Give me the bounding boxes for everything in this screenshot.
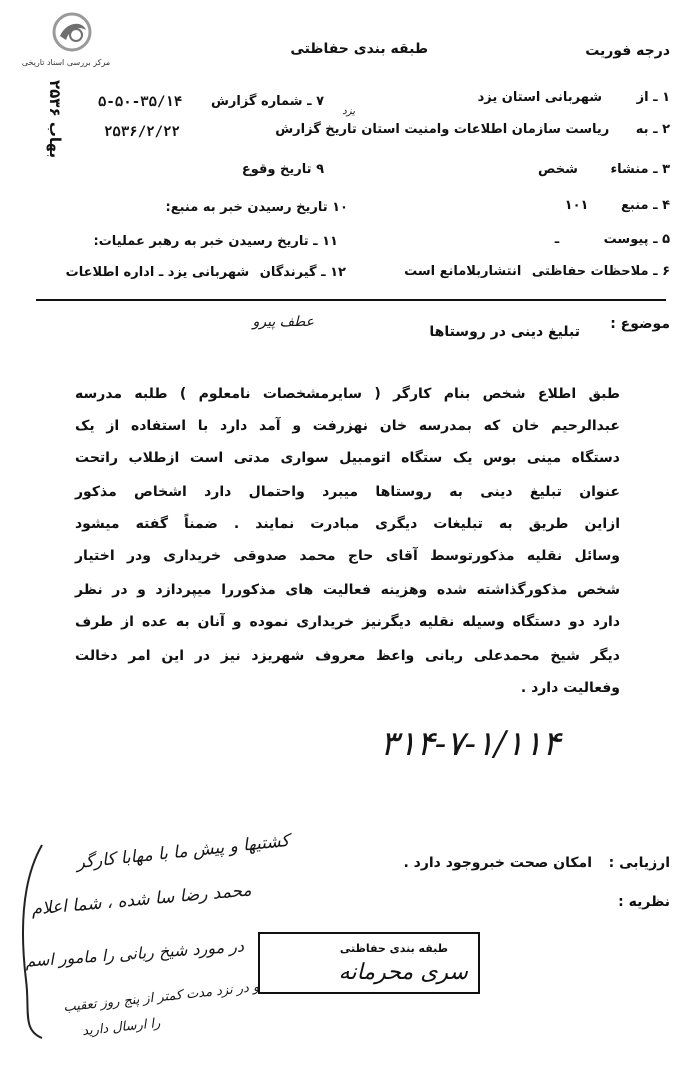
- body-line: وفعالیت دارد .: [520, 680, 620, 696]
- handwritten-file-number: ۳۱۴-۷-۱/۱۱۴: [380, 724, 561, 764]
- handwritten-top-note: یزد: [342, 106, 355, 117]
- subject-handwritten-note: عطف پیرو: [252, 314, 314, 330]
- field-remarks: [404, 264, 670, 279]
- archive-logo: [16, 12, 116, 72]
- field-from: [478, 90, 670, 105]
- handwritten-note-line: را ارسال دارید: [80, 1015, 161, 1040]
- archive-caption: مرکز بررسی اسناد تاریخی: [21, 58, 111, 67]
- field-recipients-label: ۱۲ ـ گیرندگان: [259, 265, 346, 280]
- field-attachment: [555, 232, 670, 247]
- field-attachment-value: ـ: [554, 232, 560, 247]
- body-line: دارد دو دستگاه وسیله نقلیه دیگرنیز خریداری نموده و آنان به عده از طرف: [75, 614, 620, 630]
- field-to: [275, 122, 670, 137]
- classification-stamp: [258, 932, 480, 994]
- body-line: وسائل نقلیه مذکورتوسط آقای حاج محمد صدوقی خریداری ودر اختیار: [75, 548, 620, 564]
- field-source-type: [538, 162, 670, 177]
- opinion-label: نظریه :: [618, 894, 670, 910]
- handwritten-note-line: و در نزد مدت کمتر از پنج روز تعقیب: [63, 979, 261, 1016]
- field-source-id-label: ۴ ـ منبع: [621, 198, 670, 213]
- field-recipients: [66, 265, 346, 280]
- stamp-text: سری محرمانه: [338, 960, 468, 985]
- field-remarks-label: ۶ ـ ملاحظات حفاظتی: [531, 264, 670, 279]
- field-to-value: ریاست سازمان اطلاعات وامنیت استان تاریخ گزارش: [275, 122, 610, 137]
- body-line: شخص مذکورگذاشته شده وهزینه فعالیت های مذکوررا میپردازد و در نظر: [75, 582, 620, 598]
- classification-header: طبقه بندی حفاظتی: [290, 41, 428, 57]
- stamp-title: طبقه بندی حفاظتی: [339, 942, 448, 955]
- field-source-id: [565, 198, 670, 213]
- body-line: ازاین طریق به تبلیغات دیگری مبادرت نمایند . ضمناً گفته میشود: [75, 516, 620, 532]
- body-line: عبدالرحیم خان که بمدرسه خان نهزرفت و آمد دارد با استفاده از یک: [75, 418, 620, 434]
- field-source-type-value: شخص: [538, 162, 578, 177]
- field-report-number-value: ۵-۵۰-۳۵/۱۴: [98, 94, 183, 110]
- assessment-value: امکان صحت خبروجود دارد .: [403, 855, 592, 871]
- body-line: دستگاه مینی بوس یک ستگاه اتومبیل سواری مدتی است ازطلاب راتحت: [75, 450, 620, 466]
- field-from-value: شهربانی استان یزد: [477, 90, 603, 105]
- handwritten-note-line: کشتیها و پیش ما با مهابا کارگر: [75, 830, 291, 874]
- subject-label: موضوع :: [610, 316, 670, 332]
- field-source-type-label: ۳ ـ منشاء: [610, 162, 670, 177]
- field-report-date-value: ۲۵۳۶/۲/۲۲: [104, 124, 180, 140]
- field-to-label: ۲ ـ به: [635, 122, 670, 137]
- field-attachment-label: ۵ ـ پیوست: [603, 232, 670, 247]
- header-divider: [36, 299, 666, 301]
- handwritten-note-line: در مورد شیخ ربانی را مامور اسم: [24, 936, 245, 971]
- handwritten-bracket: [12, 840, 52, 1040]
- field-recipients-value: شهربانی یزد ـ اداره اطلاعات: [65, 265, 250, 280]
- subject-value: تبلیغ دینی در روستاها: [429, 324, 580, 340]
- field-source-id-value: ۱۰۱: [564, 198, 589, 213]
- field-date-occurred: ۹ تاریخ وقوع: [241, 162, 324, 177]
- field-remarks-value: انتشاربلامانع است: [404, 264, 522, 279]
- archive-logo-icon: [52, 12, 92, 52]
- field-from-label: ۱ ـ از: [636, 90, 670, 105]
- field-date-received-ops: ۱۱ ـ تاریخ رسیدن خبر به رهبر عملیات:: [93, 234, 338, 249]
- handwritten-note-line: محمد رضا سا شده ، شما اعلام: [30, 880, 253, 920]
- priority-header: درجه فوریت: [585, 43, 670, 59]
- body-line: دیگر شیخ محمدعلی ربانی واعظ معروف شهریزد نیز در این امر دخالت: [75, 648, 620, 664]
- assessment-label: ارزیابی :: [608, 855, 670, 871]
- margin-note: بهاب ۲۵۳۶: [46, 80, 64, 159]
- field-date-received-source: ۱۰ تاریخ رسیدن خبر به منبع:: [165, 200, 348, 215]
- body-line: طبق اطلاع شخص بنام کارگر ( سایرمشخصات نامعلوم ) طلبه مدرسه: [75, 386, 620, 402]
- field-report-number-label: ۷ ـ شماره گزارش: [210, 94, 324, 109]
- body-line: عنوان تبلیغ دینی به روستاها میبرد واحتمال دارد اشخاص مذکور: [75, 484, 620, 500]
